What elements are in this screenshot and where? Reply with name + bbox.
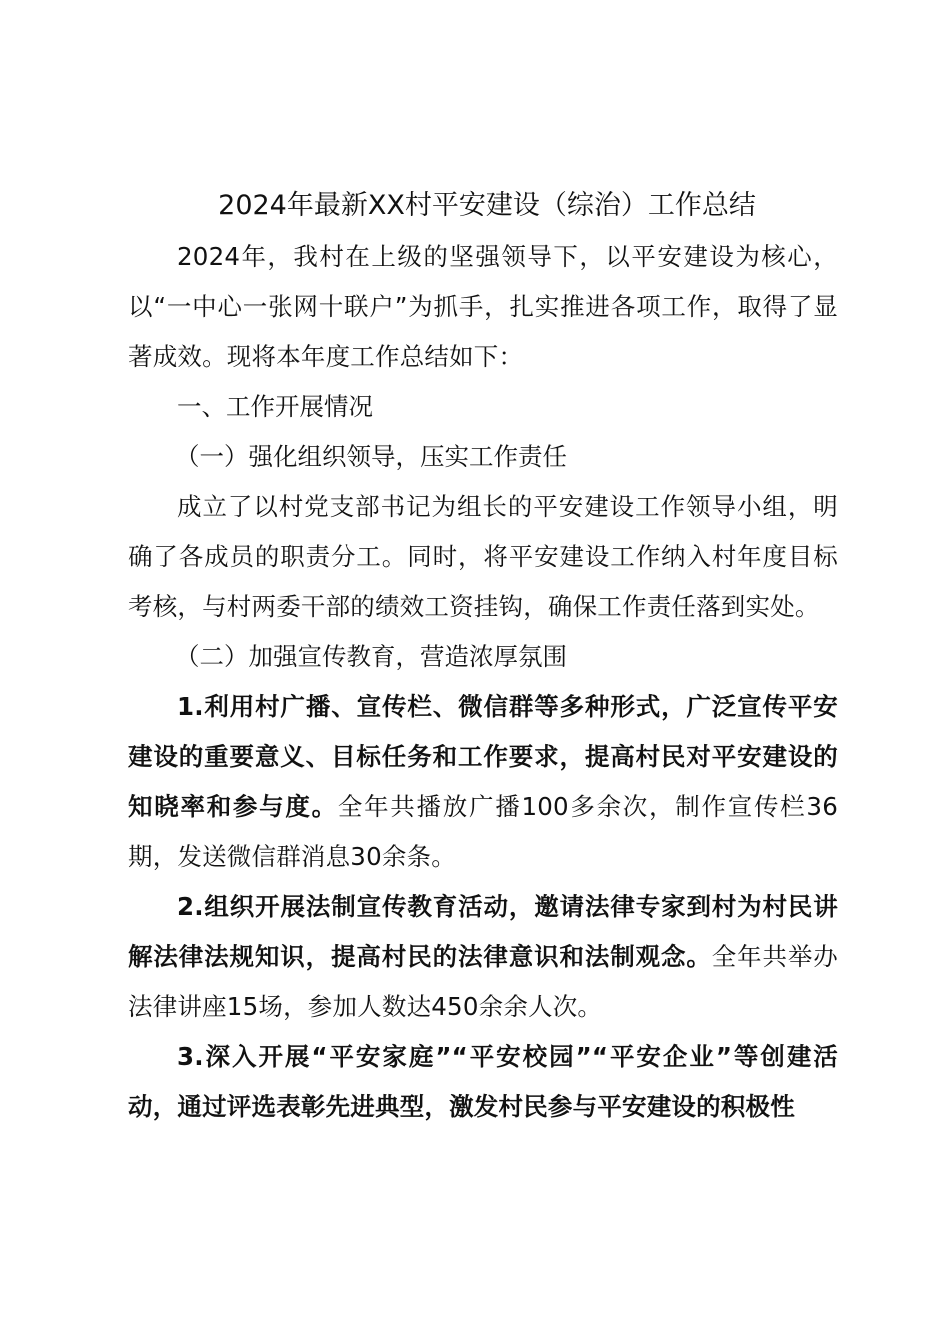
- section-heading-1: 一、工作开展情况: [177, 392, 373, 421]
- list-item-1: [128, 682, 838, 882]
- list-item-1-bold: 1.利用村广播、宣传栏、微信群等多种形式，广泛宣传平安建设的重要意义、目标任务和工作要求，提高村民对平安建设的知晓率和参与度。: [128, 692, 838, 821]
- list-item-1-text: 全年共播放广播100多余次，制作宣传栏36期，发送微信群消息30余条。: [128, 792, 838, 871]
- intro-paragraph: 2024年，我村在上级的坚强领导下，以平安建设为核心，以“一中心一张网十联户”为抓手，扎实推进各项工作，取得了显著成效。现将本年度工作总结如下：: [128, 242, 838, 371]
- list-item-2-bold: 2.组织开展法制宣传教育活动，邀请法律专家到村为村民讲解法律法规知识，提高村民的法律意识和法制观念。: [128, 892, 838, 971]
- subsection-heading-1: （一）强化组织领导，压实工作责任: [175, 442, 567, 471]
- list-item-3: [128, 1032, 838, 1132]
- document-body: [128, 182, 838, 1132]
- list-item-2: [128, 882, 838, 1032]
- document-title: 2024年最新XX村平安建设（综治）工作总结: [218, 190, 756, 221]
- list-item-2-text: 全年共举办法律讲座15场，参加人数达450余余人次。: [128, 942, 838, 1021]
- subsection-1-body: 成立了以村党支部书记为组长的平安建设工作领导小组，明确了各成员的职责分工。同时，将平安建设工作纳入村年度目标考核，与村两委干部的绩效工资挂钩，确保工作责任落到实处。: [128, 492, 838, 621]
- subsection-heading-2: （二）加强宣传教育，营造浓厚氛围: [175, 642, 567, 671]
- list-item-3-bold: 3.深入开展“平安家庭”“平安校园”“平安企业”等创建活动，通过评选表彰先进典型，激发村民参与平安建设的积极性: [128, 1042, 838, 1121]
